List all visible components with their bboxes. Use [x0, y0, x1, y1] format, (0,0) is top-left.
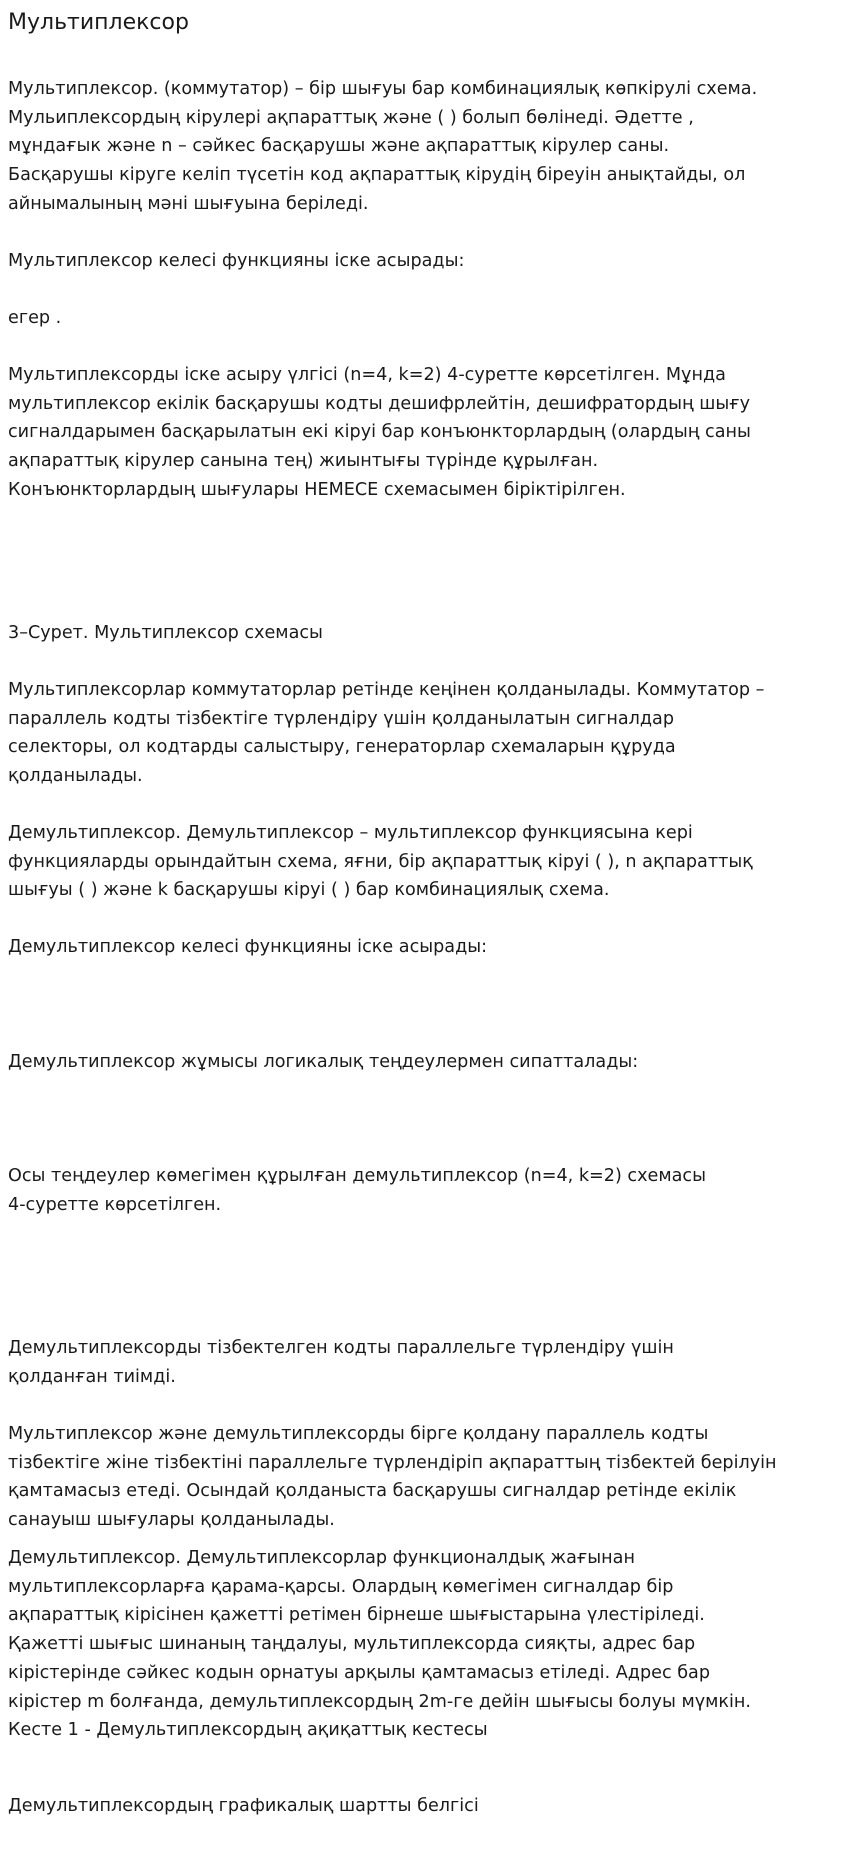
paragraph-demux-definition	[8, 819, 844, 905]
paragraph-mux-example	[8, 361, 844, 505]
text-line: Демультиплексор жұмысы логикалық теңдеулермен сипатталады:	[8, 1052, 639, 1072]
text-line: қамтамасыз етеді. Осындай қолданыста басқарушы сигналдар ретінде екілік	[8, 1481, 737, 1502]
text-line: Осы теңдеулер көмегімен құрылған демультиплексор (n=4, k=2) схемасы	[8, 1166, 706, 1186]
text-line: Мультиплексор және демультиплексорды бірге қолдану параллель кодты	[8, 1424, 709, 1444]
text-line: Мультиплексор келесі функцияны іске асырады:	[8, 251, 465, 271]
text-line: санауыш шығулары қолданылады.	[8, 1510, 335, 1531]
text-line: ақпараттық кірісінен қажетті ретімен бірнеше шығыстарына үлестіріледі.	[8, 1605, 705, 1626]
text-line: Демультиплексор келесі функцияны іске асырады:	[8, 937, 488, 957]
text-line: мультиплексор екілік басқарушы кодты дешифрлейтін, дешифратордың шығу	[8, 393, 751, 414]
paragraph-demux-equations-intro	[8, 1048, 844, 1077]
text-line: қолданған тиімді.	[8, 1366, 176, 1387]
text-line: Басқарушы кіруге келіп түсетін код ақпараттық кірудің біреуін анықтайды, ол	[8, 165, 746, 186]
paragraph-demux-usage	[8, 1334, 844, 1391]
text-line: функцияларды орындайтын схема, яғни, бір ақпараттық кіруі ( ), n ақпараттық	[8, 851, 753, 872]
paragraph-mux-condition	[8, 304, 844, 333]
text-line: Қажетті шығыс шинаның таңдалуы, мультиплексорда сияқты, адрес бар	[8, 1634, 696, 1655]
text-line: шығуы ( ) және k басқарушы кіруі ( ) бар комбинациялық схема.	[8, 880, 610, 901]
text-line: Демультиплексор. Демультиплексор – мультиплексор функциясына кері	[8, 823, 693, 843]
text-line: Демультиплексордың графикалық шартты белгісі	[8, 1796, 479, 1816]
text-line: мультиплексорларға қарама-қарсы. Олардың көмегімен сигналдар бір	[8, 1576, 674, 1597]
paragraph-multiplexer-definition	[8, 75, 844, 219]
text-line: ақпараттық кірулер санына тең) жиынтығы түрінде құрылған.	[8, 451, 599, 472]
paragraph-demux-scheme	[8, 1162, 844, 1219]
text-line: Мульиплексордың кірулері ақпараттық және ( ) болып бөлінеді. Әдетте ,	[8, 107, 694, 128]
text-line: 4-суретте көрсетілген.	[8, 1194, 222, 1215]
text-line: кірістер m болғанда, демультиплексордың 2m-ге дейін шығысы болуы мүмкін.	[8, 1691, 752, 1712]
page-title: Мультиплексор	[8, 10, 189, 35]
text-line: Мультиплексорлар коммутаторлар ретінде кеңінен қолданылады. Коммутатор –	[8, 680, 765, 700]
table-caption: Кесте 1 - Демультиплексордың ақиқаттық кестесы	[8, 1720, 488, 1741]
text-line: Мультиплексорды іске асыру үлгісі (n=4, k=2) 4-суретте көрсетілген. Мұнда	[8, 365, 726, 385]
figure-caption	[8, 619, 844, 648]
text-line: Демультиплексор. Демультиплексорлар функционалдық жағынан	[8, 1548, 635, 1568]
paragraph-demux-details	[8, 1544, 844, 1745]
text-line: айнымалының мәні шығуына беріледі.	[8, 193, 369, 214]
text-line: Демультиплексорды тізбектелген кодты параллельге түрлендіру үшін	[8, 1338, 674, 1358]
paragraph-mux-demux-combined	[8, 1420, 844, 1535]
paragraph-demux-symbol	[8, 1792, 844, 1821]
text-line: мұндағык және n – сәйкес басқарушы және ақпараттық кірулер саны.	[8, 136, 670, 157]
text-line: қолданылады.	[8, 766, 143, 787]
text-line: егер .	[8, 308, 62, 328]
text-line: селекторы, ол кодтарды салыстыру, генераторлар схемаларын құруда	[8, 737, 676, 758]
text-line: тізбектіге жіне тізбектіні параллельге түрлендіріп ақпараттың тізбектей берілуін	[8, 1452, 777, 1473]
text-line: 3–Сурет. Мультиплексор схемасы	[8, 623, 323, 643]
paragraph-demux-function-intro	[8, 933, 844, 962]
paragraph-mux-function-intro	[8, 247, 844, 276]
text-line: Мультиплексор. (коммутатор) – бір шығуы бар комбинациялық көпкірулі схема.	[8, 79, 758, 99]
paragraph-mux-usage	[8, 676, 844, 791]
text-line: сигналдарымен басқарылатын екі кіруі бар конъюнкторлардың (олардың саны	[8, 422, 751, 443]
text-line: Конъюнкторлардың шығулары НЕМЕСЕ схемасымен біріктірілген.	[8, 479, 626, 500]
text-line: параллель кодты тізбектіге түрлендіру үшін қолданылатын сигналдар	[8, 708, 674, 729]
text-line: кірістерінде сәйкес кодын орнатуы арқылы қамтамасыз етіледі. Адрес бар	[8, 1662, 711, 1683]
